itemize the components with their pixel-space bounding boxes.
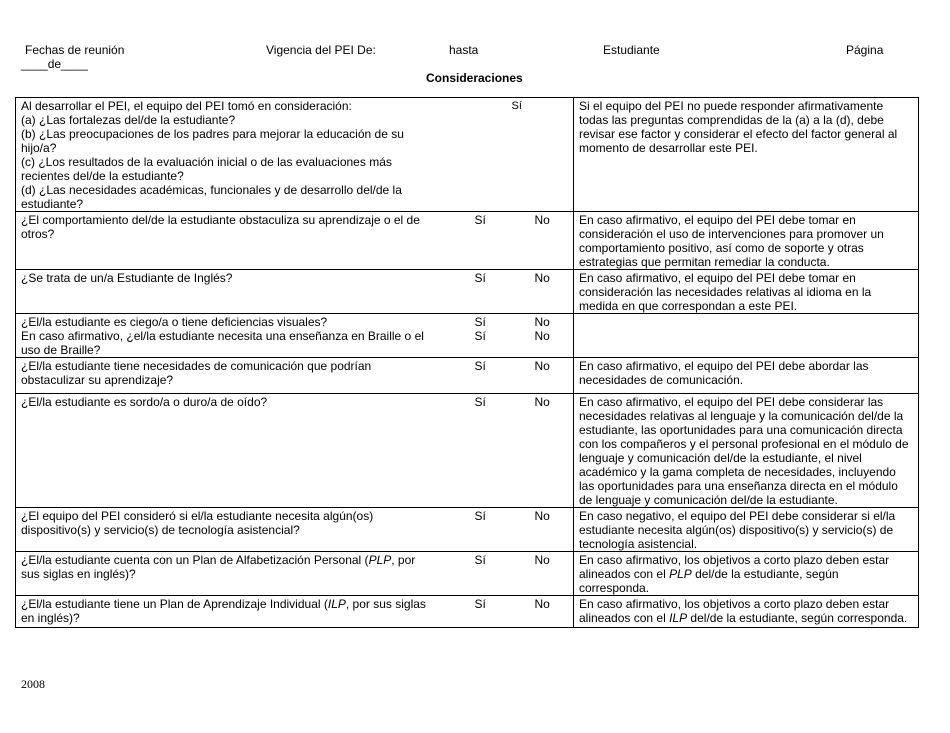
table-row [16, 212, 919, 270]
comment-text: estudiante, las oportunidades para una comunicación directa [579, 423, 903, 437]
question-text: ¿El equipo del PEI consideró si el/la estudiante necesita algún(os) [21, 509, 374, 523]
section-title: Consideraciones [426, 71, 523, 85]
question-text: ¿El/la estudiante tiene necesidades de comunicación que podrían [21, 359, 372, 373]
comment-cell [574, 596, 919, 628]
comment-text: alineados con el [579, 567, 670, 581]
comment-text: comportamiento positivo, así como de soporte y otras [579, 241, 864, 255]
question-text: (b) ¿Las preocupaciones de los padres para mejorar la educación de su [21, 127, 404, 141]
question-text: ¿El/la estudiante tiene un Plan de Aprendizaje Individual ( [21, 597, 328, 611]
table-row [16, 314, 919, 358]
comment-text: En caso afirmativo, el equipo del PEI debe abordar las [579, 359, 869, 373]
comment-text: En caso afirmativo, los objetivos a corto plazo deben estar [579, 553, 890, 567]
question-emphasis: PLP [368, 553, 392, 567]
question-text: ¿Se trata de un/a Estudiante de Inglés? [21, 271, 233, 285]
answer-cell [474, 212, 574, 270]
question-text: en inglés)? [21, 611, 80, 625]
answer-cell [474, 98, 574, 212]
comment-text: En caso afirmativo, el equipo del PEI debe tomar en [579, 213, 856, 227]
no-option[interactable]: No [534, 213, 550, 227]
question-text: En caso afirmativo, ¿el/la estudiante necesita una enseñanza en Braille o el [21, 329, 424, 343]
question-text: ¿El comportamiento del/de la estudiante obstaculiza su aprendizaje o el de [21, 213, 420, 227]
yes-option[interactable]: Sí [474, 329, 486, 343]
comment-text: estudiante necesita algún(os) dispositivo(s) y servicio(s) de [579, 523, 894, 537]
question-cell [16, 394, 474, 508]
yes-option[interactable]: Sí [474, 359, 486, 373]
question-text: , por sus siglas [345, 597, 426, 611]
no-option[interactable]: No [534, 315, 550, 329]
comment-cell [574, 394, 919, 508]
question-text: (c) ¿Los resultados de la evaluación inicial o de las evaluaciones más [21, 155, 392, 169]
question-text: obstaculizar su aprendizaje? [21, 373, 174, 387]
comment-text: En caso afirmativo, los objetivos a corto plazo deben estar [579, 597, 890, 611]
comment-cell [574, 270, 919, 314]
comment-text: académico y la gama completa de necesidades, incluyendo [579, 465, 896, 479]
comment-emphasis: PLP [669, 567, 692, 581]
yes-option[interactable]: Sí [474, 213, 486, 227]
page-label: Página [846, 43, 884, 57]
answer-cell [474, 552, 574, 596]
question-text: estudiante? [21, 197, 84, 211]
comment-text: En caso afirmativo, el equipo del PEI debe considerar las [579, 395, 884, 409]
comment-emphasis: ILP [669, 611, 688, 625]
comment-cell [574, 552, 919, 596]
no-option[interactable]: No [534, 509, 550, 523]
pei-validity-label: Vigencia del PEI De: [266, 43, 376, 57]
question-cell [16, 596, 474, 628]
table-row [16, 552, 919, 596]
question-text: ¿El/la estudiante es sordo/a o duro/a de oído? [21, 395, 268, 409]
yes-option[interactable]: Sí [474, 395, 486, 409]
question-emphasis: ILP [327, 597, 346, 611]
meeting-dates-blank: ____de____ [21, 57, 88, 71]
question-cell [16, 270, 474, 314]
comment-text: estrategias que permitan remediar la conducta. [579, 255, 830, 269]
table-row [16, 270, 919, 314]
question-text: (d) ¿Las necesidades académicas, funcionales y de desarrollo del/de la [21, 183, 402, 197]
table-row [16, 596, 919, 628]
answer-cell [474, 270, 574, 314]
answer-cell [474, 358, 574, 394]
answer-cell [474, 314, 574, 358]
comment-text: de lenguaje y comunicación del/de la estudiante. [579, 493, 838, 507]
question-text: otros? [21, 227, 55, 241]
question-text: ¿El/la estudiante cuenta con un Plan de Alfabetización Personal ( [21, 553, 369, 567]
comment-text: todas las preguntas comprendidas de la (a) a la (d), debe [579, 113, 884, 127]
comment-text: consideración las necesidades relativas al idioma en la [579, 285, 872, 299]
yes-option[interactable]: Sí [474, 553, 486, 567]
table-row [16, 394, 919, 508]
question-cell [16, 358, 474, 394]
answer-cell [474, 394, 574, 508]
no-option[interactable]: No [534, 597, 550, 611]
comment-text: necesidades relativas al lenguaje y la comunicación del/de la [579, 409, 904, 423]
question-text: Al desarrollar el PEI, el equipo del PEI tomó en consideración: [21, 99, 352, 113]
question-cell [16, 552, 474, 596]
comment-cell [574, 212, 919, 270]
comment-cell [574, 98, 919, 212]
question-cell [16, 314, 474, 358]
student-label: Estudiante [603, 43, 660, 57]
table-row [16, 98, 919, 212]
comment-text: tecnología asistencial. [579, 537, 698, 551]
comment-text: las oportunidades para una enseñanza directa en el módulo [579, 479, 898, 493]
question-cell [16, 212, 474, 270]
comment-text: medida en que correspondan a este PEI. [579, 299, 798, 313]
comment-text: En caso afirmativo, el equipo del PEI debe tomar en [579, 271, 856, 285]
considerations-table [15, 97, 919, 628]
answer-cell [474, 508, 574, 552]
no-option[interactable]: No [534, 271, 550, 285]
yes-option[interactable]: Sí [474, 315, 486, 329]
comment-text: con los compañeros y el personal profesional en el módulo de [579, 437, 909, 451]
comment-text: alineados con el [579, 611, 670, 625]
no-option[interactable]: No [534, 359, 550, 373]
question-cell [16, 98, 474, 212]
comment-text: corresponda. [579, 581, 650, 595]
question-text: recientes del/de la estudiante? [21, 169, 184, 183]
comment-text: En caso negativo, el equipo del PEI debe considerar si el/la [579, 509, 896, 523]
comment-text: necesidades de comunicación. [579, 373, 744, 387]
comment-cell [574, 508, 919, 552]
comment-text: Si el equipo del PEI no puede responder afirmativamente [579, 99, 884, 113]
comment-text: lenguaje y comunicación del/de la estudiante, el nivel [579, 451, 862, 465]
no-option[interactable]: No [534, 553, 550, 567]
comment-text: del/de la estudiante, según [691, 567, 839, 581]
no-option[interactable]: No [534, 329, 550, 343]
question-cell [16, 508, 474, 552]
comment-text: revisar ese factor y considerar el efecto del factor general al [579, 127, 898, 141]
yes-option[interactable]: Sí [474, 509, 486, 523]
yes-option[interactable]: Sí [474, 271, 486, 285]
no-option[interactable]: No [534, 395, 550, 409]
comment-cell [574, 358, 919, 394]
question-text: uso de Braille? [21, 343, 101, 357]
table-row [16, 508, 919, 552]
comment-text: del/de la estudiante, según corresponda. [687, 611, 908, 625]
until-label: hasta [449, 43, 479, 57]
footer-year: 2008 [21, 677, 45, 691]
yes-option[interactable]: Sí [474, 597, 486, 611]
table-row [16, 358, 919, 394]
yes-option[interactable]: Sí [511, 100, 522, 112]
question-text: (a) ¿Las fortalezas del/de la estudiante? [21, 113, 236, 127]
meeting-dates-label: Fechas de reunión [25, 43, 125, 57]
question-text: , por [391, 553, 416, 567]
answer-cell [474, 596, 574, 628]
comment-cell [574, 314, 919, 358]
question-text: sus siglas en inglés)? [21, 567, 136, 581]
comment-text: momento de desarrollar este PEI. [579, 141, 758, 155]
question-text: dispositivo(s) y servicio(s) de tecnología asistencial? [21, 523, 300, 537]
comment-text: consideración el uso de intervenciones para promover un [579, 227, 884, 241]
question-text: ¿El/la estudiante es ciego/a o tiene deficiencias visuales? [21, 315, 328, 329]
question-text: hijo/a? [21, 141, 57, 155]
